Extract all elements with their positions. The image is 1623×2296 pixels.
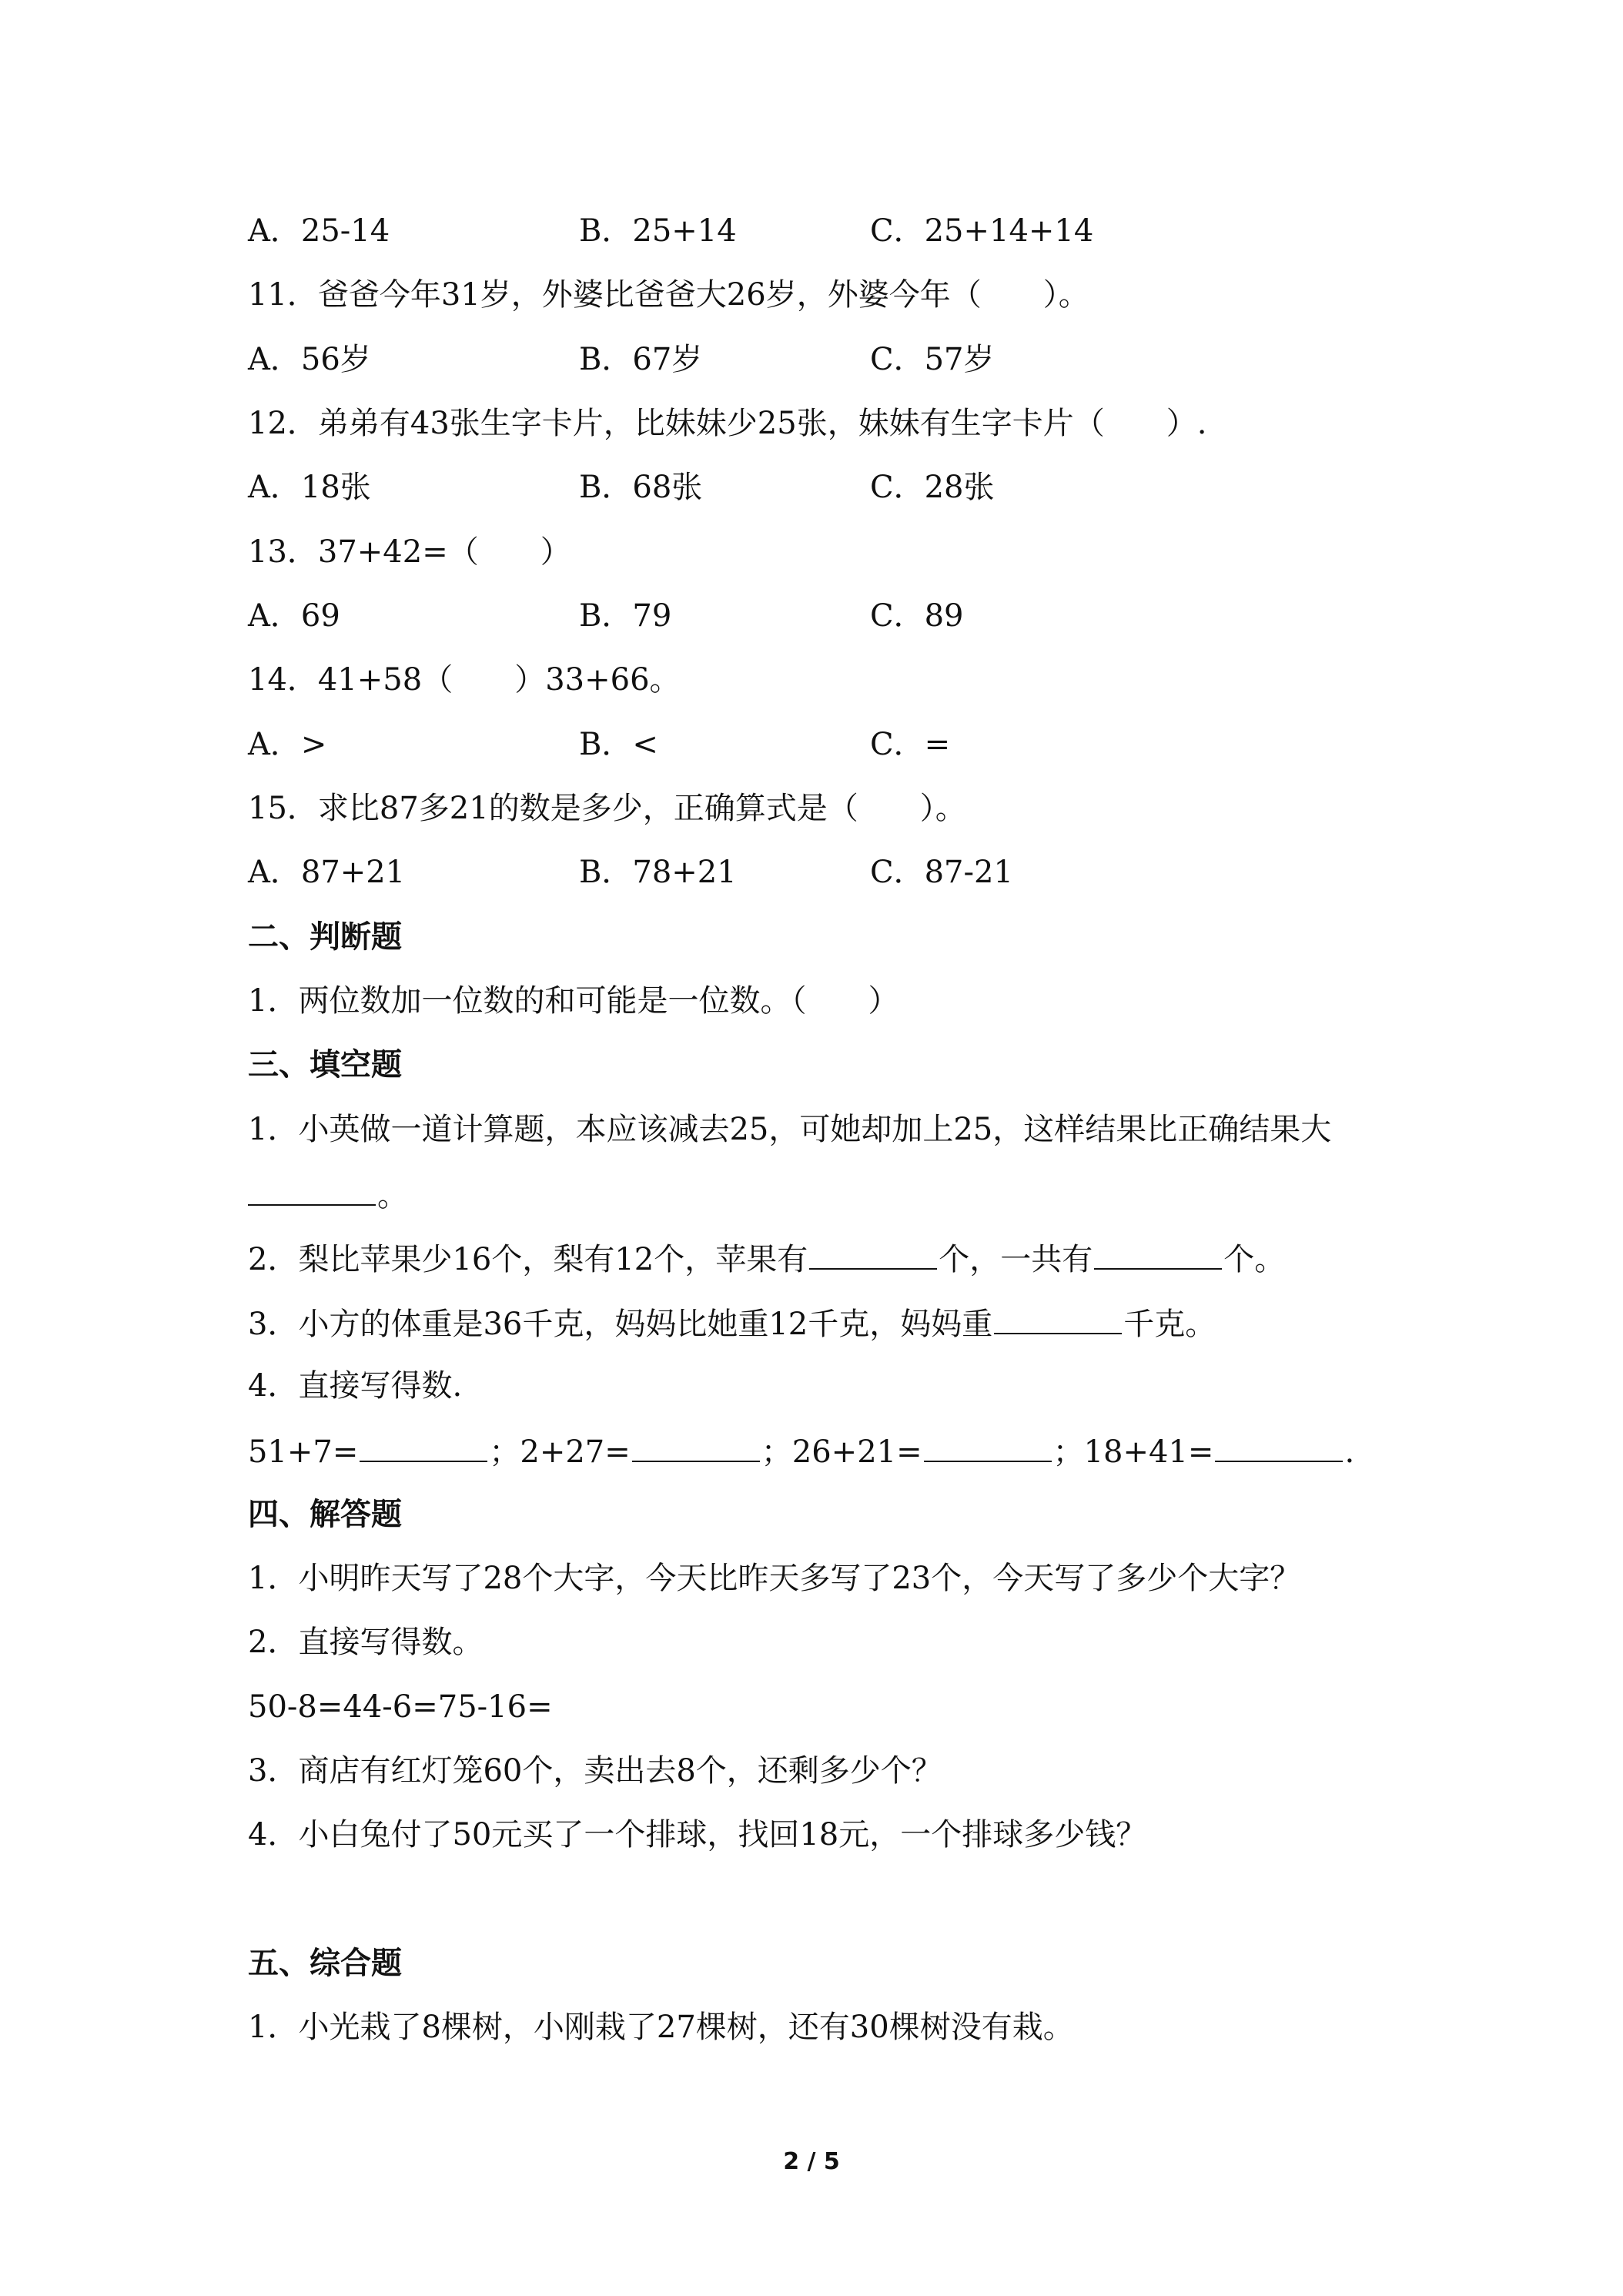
q12-text: 12．弟弟有43张生字卡片，比妹妹少25张，妹妹有生字卡片（ ）.	[248, 406, 1207, 441]
section-5-title: 五、综合题	[248, 1945, 402, 1981]
option-b: B．67岁	[579, 342, 703, 377]
fill-q1-continuation	[248, 1170, 1508, 1217]
page-number: 2 / 5	[783, 2148, 840, 2175]
fill-q2-part1: 2．梨比苹果少16个，梨有12个，苹果有	[248, 1242, 808, 1277]
answer-blank[interactable]	[360, 1427, 487, 1462]
option-c: C．28张	[870, 470, 995, 505]
answer-blank[interactable]	[632, 1427, 760, 1462]
fill-q1-text: 1．小英做一道计算题，本应该减去25，可她却加上25，这样结果比正确结果大	[248, 1112, 1332, 1147]
fill-q3-part2: 千克。	[1123, 1307, 1216, 1342]
option-a: A．>	[248, 727, 327, 762]
q10-options	[248, 208, 1508, 254]
fill-q2-part2: 个，一共有	[939, 1242, 1093, 1277]
fill-q3-part1: 3．小方的体重是36千克，妈妈比她重12千克，妈妈重	[248, 1307, 993, 1342]
expression: ；26+21=	[761, 1434, 922, 1470]
option-b: B．<	[579, 727, 658, 762]
section-2-title: 二、判断题	[248, 919, 402, 955]
expression: 51+7=	[248, 1434, 359, 1470]
q13-options	[248, 593, 1508, 639]
section-4-title: 四、解答题	[248, 1496, 402, 1532]
q11-text: 11．爸爸今年31岁，外婆比爸爸大26岁，外婆今年（ ）。	[248, 277, 1089, 313]
q14-text: 14．41+58（ ）33+66。	[248, 662, 681, 698]
answer-q1: 1．小明昨天写了28个大字，今天比昨天多写了23个，今天写了多少个大字？	[248, 1561, 1301, 1596]
option-c: C．=	[870, 727, 951, 762]
answer-q3: 3．商店有红灯笼60个，卖出去8个，还剩多少个？	[248, 1753, 942, 1789]
option-b: B．78+21	[579, 855, 737, 890]
answer-q2-expressions: 50-8=44-6=75-16=	[248, 1689, 553, 1725]
answer-q4: 4．小白兔付了50元买了一个排球，找回18元，一个排球多少钱？	[248, 1817, 1147, 1853]
option-c: C．89	[870, 598, 964, 634]
fill-q2-part3: 个。	[1223, 1242, 1286, 1277]
comprehensive-q1: 1．小光栽了8棵树，小刚栽了27棵树，还有30棵树没有栽。	[248, 2010, 1074, 2045]
option-a: A．18张	[248, 470, 371, 505]
q11-options	[248, 336, 1508, 383]
option-c: C．57岁	[870, 342, 995, 377]
option-c: C．87-21	[870, 855, 1013, 890]
option-a: A．56岁	[248, 342, 371, 377]
option-c: C．25+14+14	[870, 213, 1094, 249]
answer-blank[interactable]	[924, 1427, 1052, 1462]
punctuation: .	[1344, 1434, 1355, 1470]
answer-blank[interactable]	[1215, 1427, 1343, 1462]
section-3-title: 三、填空题	[248, 1046, 402, 1083]
punctuation: 。	[377, 1178, 408, 1213]
answer-blank[interactable]	[248, 1170, 376, 1206]
fill-q2	[248, 1234, 1508, 1280]
fill-q4-text: 4．直接写得数.	[248, 1368, 463, 1404]
fill-q4-expressions	[248, 1427, 1508, 1473]
option-a: A．69	[248, 598, 340, 634]
expression: ；18+41=	[1052, 1434, 1214, 1470]
option-b: B．68张	[579, 470, 703, 505]
q15-text: 15．求比87多21的数是多少，正确算式是（ ）。	[248, 791, 966, 826]
expression: ；2+27=	[489, 1434, 631, 1470]
q15-options	[248, 849, 1508, 895]
option-b: B．25+14	[579, 213, 737, 249]
option-a: A．25-14	[248, 213, 390, 249]
answer-q2: 2．直接写得数。	[248, 1625, 484, 1660]
answer-blank[interactable]	[809, 1234, 937, 1270]
fill-q3	[248, 1299, 1508, 1345]
option-a: A．87+21	[248, 855, 406, 890]
judge-q1: 1．两位数加一位数的和可能是一位数。（ ）	[248, 983, 899, 1019]
answer-blank[interactable]	[1094, 1234, 1222, 1270]
option-b: B．79	[579, 598, 672, 634]
q14-options	[248, 721, 1508, 768]
answer-blank[interactable]	[994, 1299, 1122, 1334]
q13-text: 13．37+42=（ ）	[248, 534, 571, 570]
q12-options	[248, 464, 1508, 510]
